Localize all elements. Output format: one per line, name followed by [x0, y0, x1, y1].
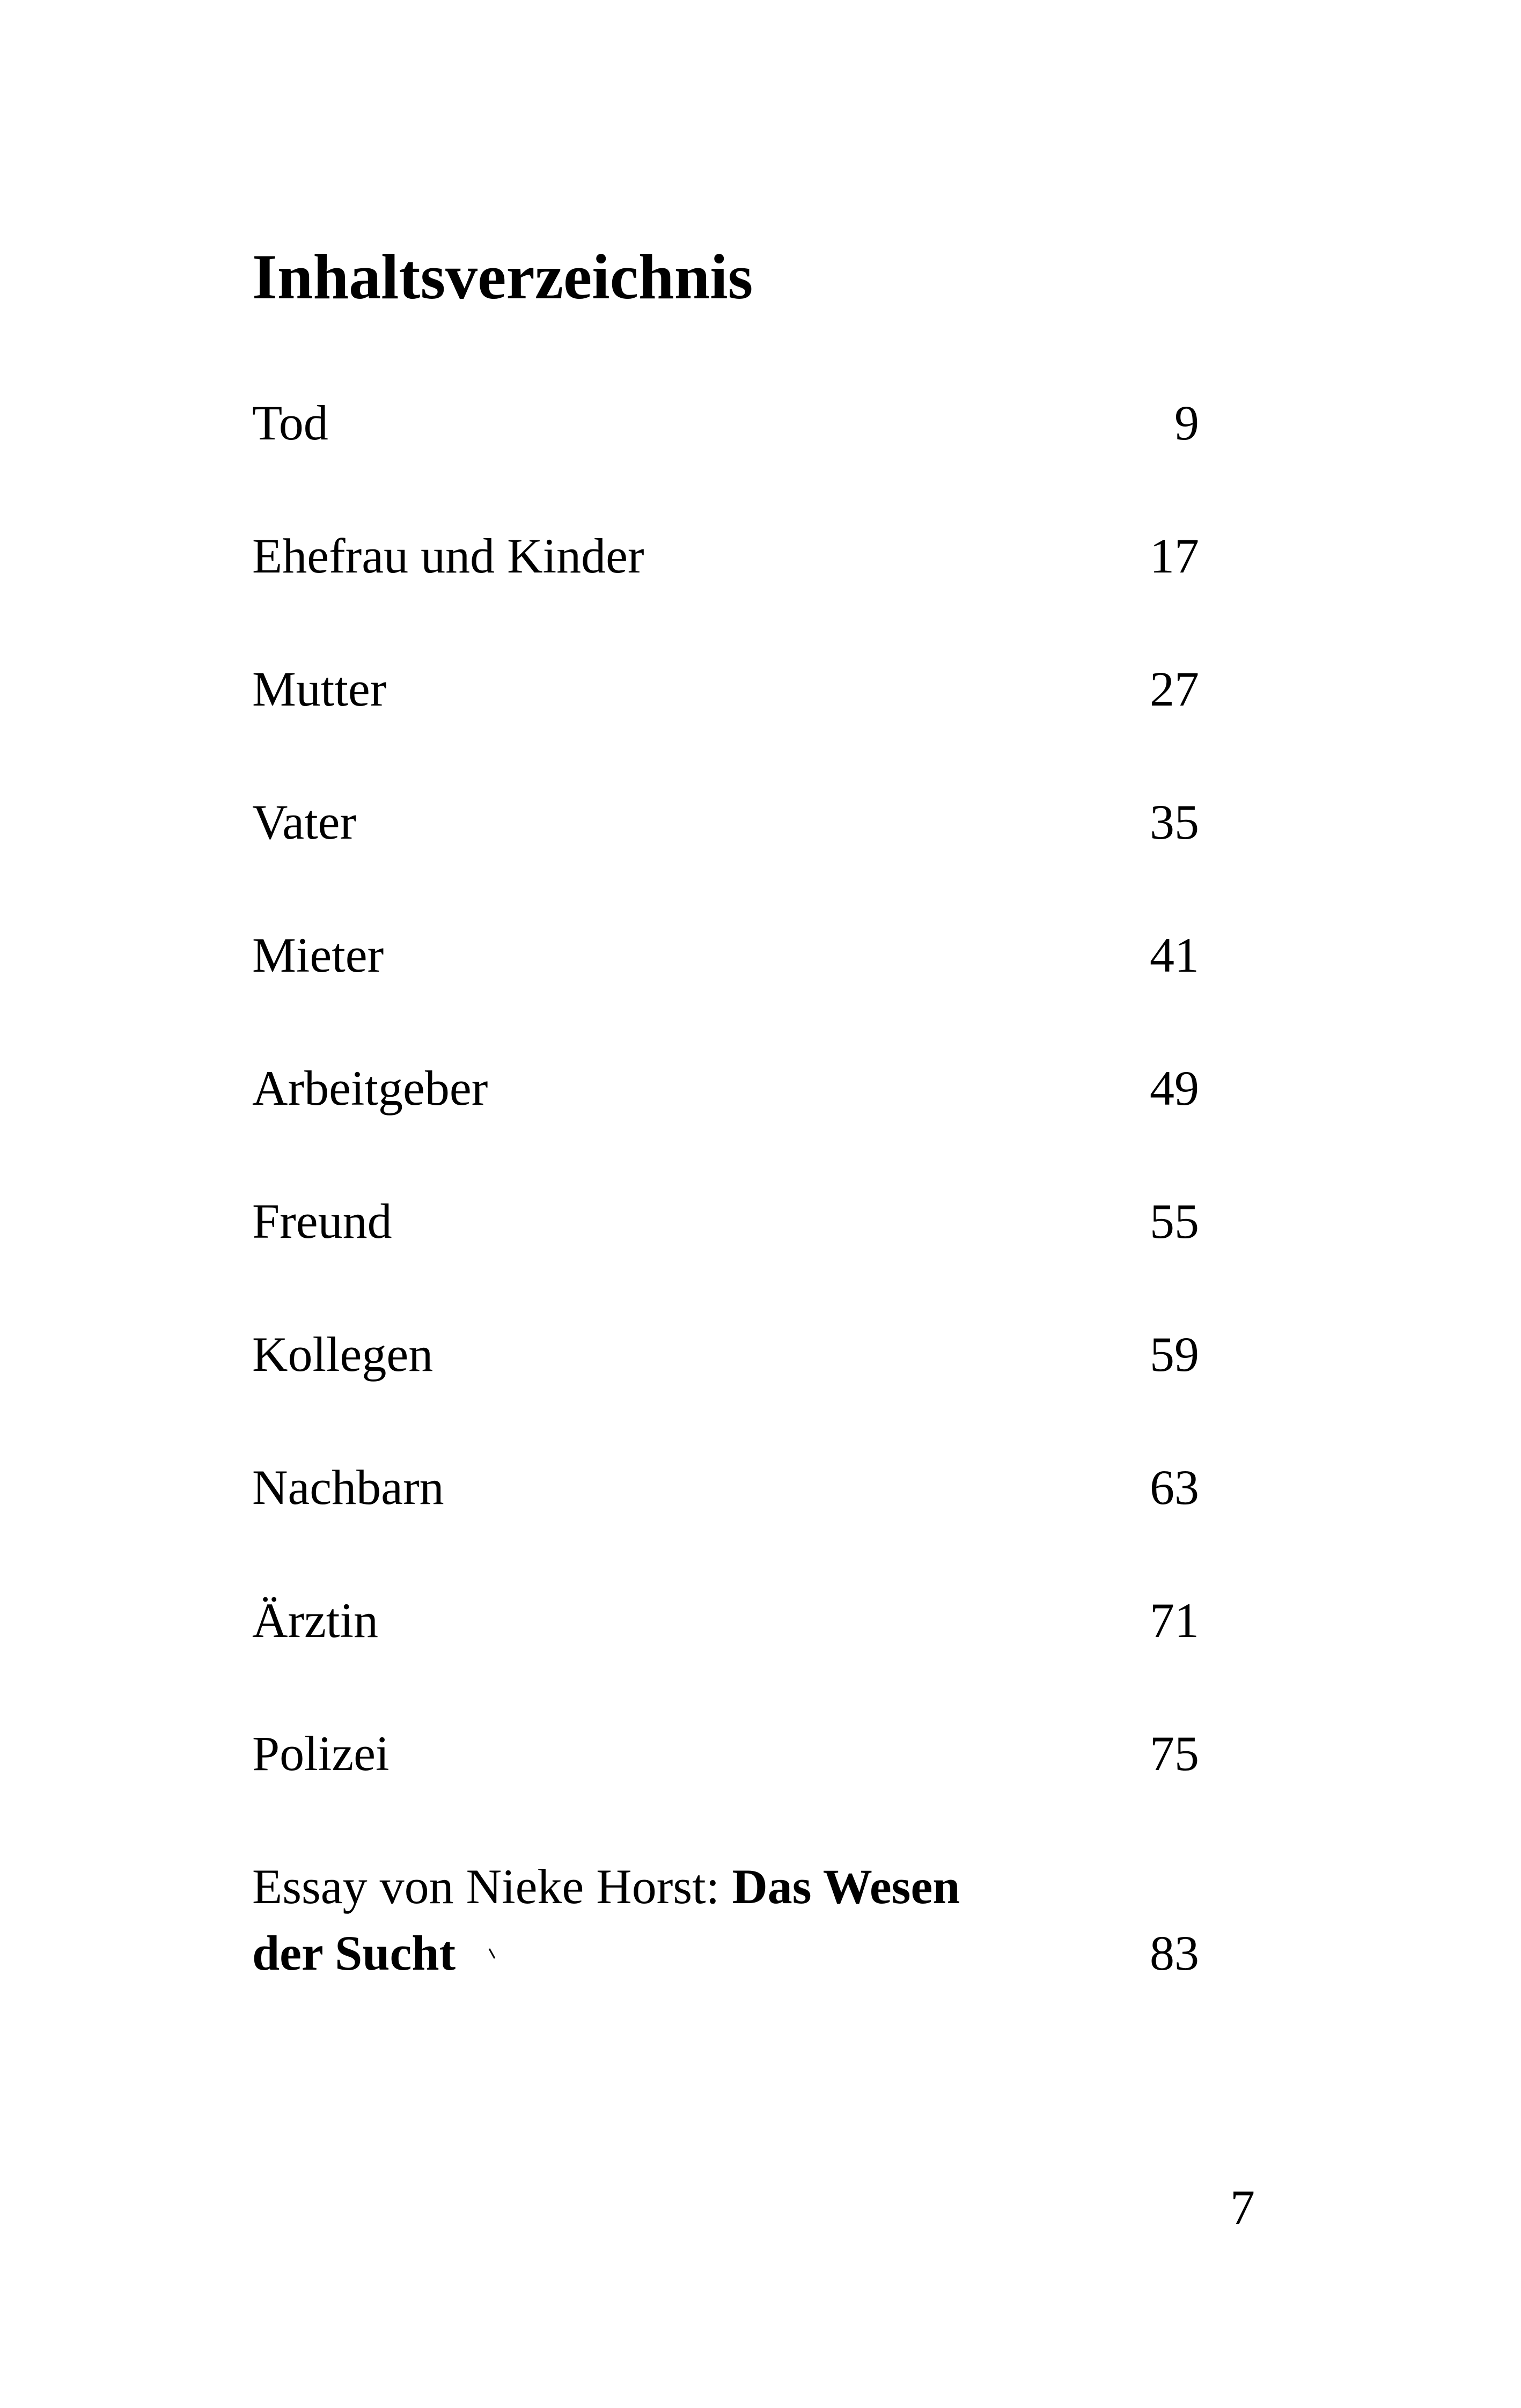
toc-entry-page: 17 [1150, 528, 1199, 583]
essay-line-1 [252, 1859, 960, 1914]
toc-entry-page: 41 [1150, 928, 1199, 982]
essay-title-part-1: Das Wesen [732, 1859, 960, 1914]
toc-entry-label: Vater [252, 795, 357, 849]
toc-entry-label: Polizei [252, 1726, 390, 1781]
toc-entry-label: Ehefrau und Kinder [252, 528, 644, 583]
toc-entry-page: 27 [1150, 662, 1199, 716]
toc-entry-page: 63 [1150, 1460, 1199, 1515]
toc-entry-page: 35 [1150, 795, 1199, 849]
toc-entry-label: Mieter [252, 928, 384, 982]
toc-entry-page: 71 [1150, 1593, 1199, 1648]
toc-entry-label: Nachbarn [252, 1460, 444, 1515]
toc-entry-label: Freund [252, 1194, 392, 1249]
toc-entry-label: Mutter [252, 662, 387, 716]
essay-author-prefix: Essay von Nieke Horst: [252, 1859, 732, 1914]
toc-entry-label: Ärztin [252, 1593, 379, 1648]
essay-line-2 [252, 1928, 455, 1978]
stray-mark-icon [488, 1948, 496, 1959]
toc-entry-label: Tod [252, 395, 328, 450]
page-number: 7 [1230, 2180, 1255, 2235]
toc-entry-page: 83 [1150, 1926, 1199, 1980]
toc-entry-page: 55 [1150, 1194, 1199, 1249]
toc-entry-page: 59 [1150, 1327, 1199, 1382]
toc-entry-page: 49 [1150, 1061, 1199, 1115]
toc-entry-label: Kollegen [252, 1327, 433, 1382]
toc-entry-page: 9 [1174, 395, 1199, 450]
toc-entry-label: Arbeitgeber [252, 1061, 488, 1115]
page-title: Inhaltsverzeichnis [252, 241, 753, 312]
essay-title-part-2: der Sucht [252, 1926, 456, 1980]
toc-entry-page: 75 [1150, 1726, 1199, 1781]
